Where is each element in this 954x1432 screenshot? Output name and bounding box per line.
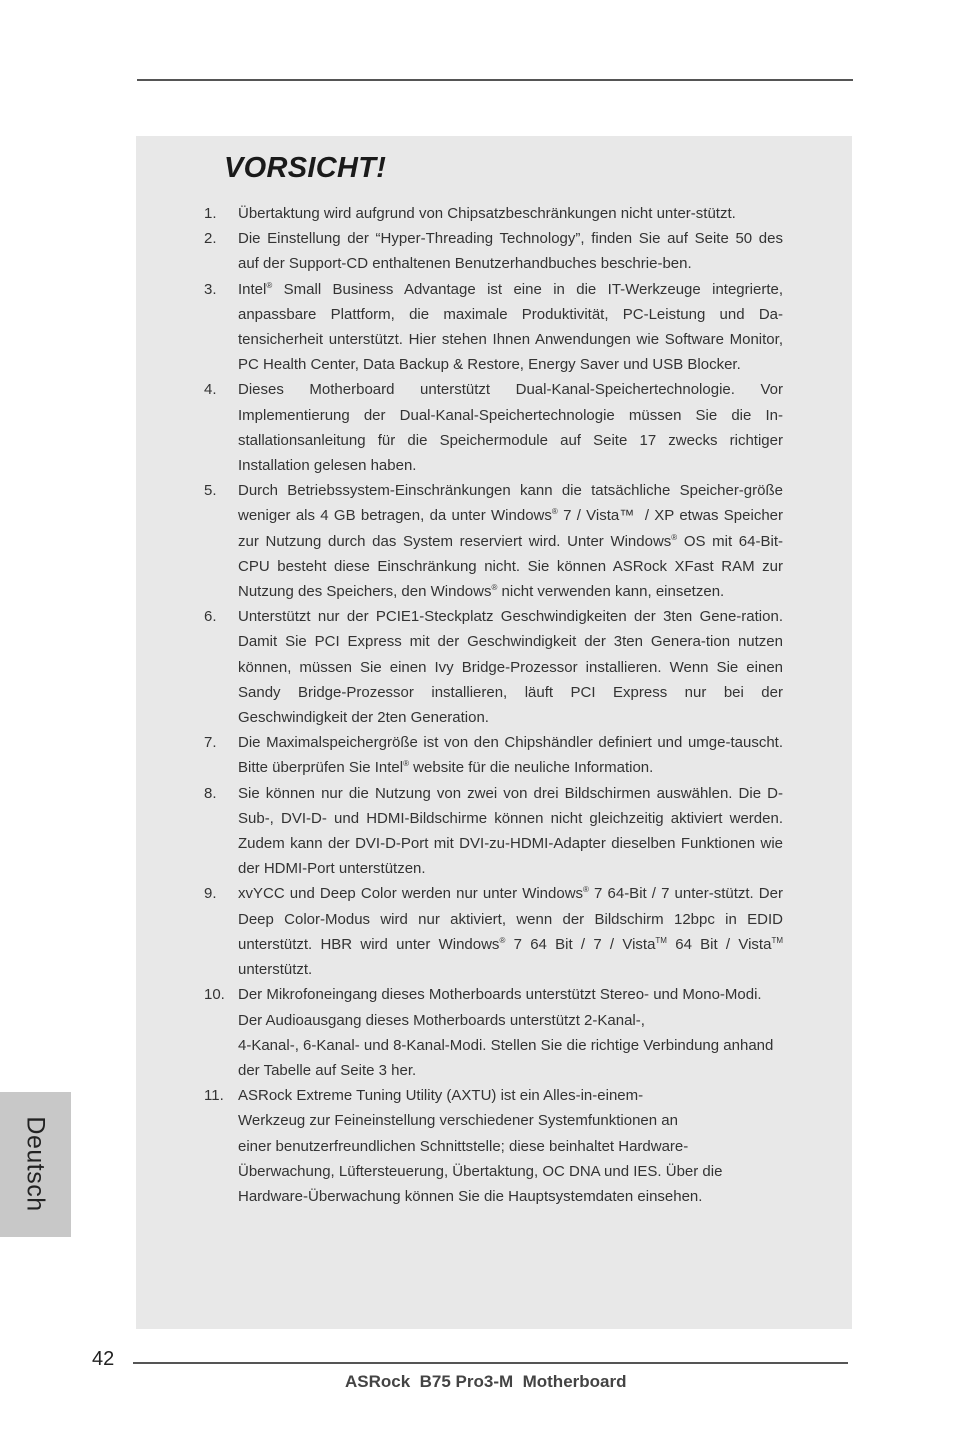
list-item-text: Durch Betriebssystem-Einschränkungen kann die tatsächliche Speicher-größe weniger als 4 GB betragen, da unter Windows® 7 / Vista™ / XP etwas Speicher zur Nutzung durch das System reserviert wird. Unter Windows® OS mit 64-Bit-CPU besteht diese Einschränkung nicht. Sie können ASRock XFast RAM zur Nutzung des Speichers, den Windows® nicht verwenden kann, einsetzen. — [238, 482, 783, 601]
top-rule — [137, 79, 853, 81]
list-item-text: Sie können nur die Nutzung von zwei von drei Bildschirmen auswählen. Die D-Sub-, DVI-D- und HDMI-Bildschirme können nicht gleichzeitig aktiviert werden. Zudem kann der DVI-D-Port mit DVI-zu-HDMI-Adapter dieselben Funktionen wie der HDMI-Port unterstützen. — [238, 784, 783, 878]
list-item-text: xvYCC und Deep Color werden nur unter Windows® 7 64-Bit / 7 unter-stützt. Der Deep Color-Modus wird nur aktiviert, wenn der Bildschirm 12bpc in EDID unterstützt. HBR wird unter Windows® 7 64 Bit / 7 / Vista™ 64 Bit / Vista™ unterstützt. — [238, 885, 783, 979]
list-item-number: 2. — [204, 230, 217, 248]
language-tab-label: Deutsch — [21, 1116, 50, 1212]
list-item-number: 3. — [204, 280, 217, 298]
list-item-number: 4. — [204, 381, 217, 399]
list-item-number: 5. — [204, 482, 217, 500]
list-item — [136, 226, 783, 276]
list-item-text: Der Mikrofoneingang dieses Motherboards unterstützt Stereo- und Mono-Modi. Der Audioausgang dieses Motherboards unterstützt 2-Kanal-, 4-Kanal-, 6-Kanal- und 8-Kanal-Modi. Stellen Sie die richtige Verbindung anhand der Tabelle auf Seite 3 her. — [238, 986, 774, 1079]
bottom-rule — [133, 1362, 848, 1364]
list-item-text: Unterstützt nur der PCIE1-Steckplatz Geschwindigkeiten der 3ten Gene-ration. Damit Sie PCI Express mit der Geschwindigkeit der 3ten Genera-tion nutzen können, müssen Sie einen Ivy Bridge-Prozessor installieren. Wenn Sie einen Sandy Bridge-Prozessor installieren, läuft PCI Express nur bei der Geschwindigkeit der 2ten Generation. — [238, 608, 783, 727]
caution-title: VORSICHT! — [224, 152, 387, 184]
list-item-text: Übertaktung wird aufgrund von Chipsatzbeschränkungen nicht unter-stützt. — [238, 205, 736, 222]
list-item-number: 6. — [204, 608, 217, 626]
list-item-text: ASRock Extreme Tuning Utility (AXTU) ist ein Alles-in-einem- Werkzeug zur Feineinstellung verschiedener Systemfunktionen an einer benutzerfreundlichen Schnittstelle; diese beinhaltet Hardware- Überwachung, Lüftersteuerung, Übertaktung, OC DNA und IES. Über die Hardware-Überwachung können Sie die Hauptsystemdaten einsehen. — [238, 1087, 723, 1205]
list-item — [136, 201, 783, 226]
list-item — [136, 604, 783, 730]
list-item-number: 11. — [204, 1087, 224, 1105]
language-tab — [0, 1092, 71, 1237]
list-item — [136, 982, 783, 1083]
list-item-text: Die Einstellung der “Hyper-Threading Technology”, finden Sie auf Seite 50 des auf der Support-CD enthaltenen Benutzerhandbuches beschrie-ben. — [238, 230, 783, 273]
list-item — [136, 277, 783, 378]
footer-title: ASRock B75 Pro3-M Motherboard — [345, 1372, 627, 1391]
list-item — [136, 1083, 783, 1209]
list-item-text: Intel® Small Business Advantage ist eine in die IT-Werkzeuge integrierte, anpassbare Plattform, die maximale Produktivität, PC-Leistung und Da-tensicherheit unterstützt. Hier stehen Ihnen Anwendungen wie Software Monitor, PC Health Center, Data Backup & Restore, Energy Saver und USB Blocker. — [238, 280, 783, 374]
list-item-number: 8. — [204, 784, 217, 802]
list-item-number: 10. — [204, 986, 225, 1004]
list-item — [136, 781, 783, 882]
caution-box — [136, 136, 852, 1329]
list-item-text: Dieses Motherboard unterstützt Dual-Kanal-Speichertechnologie. Vor Implementierung der Dual-Kanal-Speichertechnologie müssen Sie die In-stallationsanleitung für die Speichermodule auf Seite 17 zwecks richtiger Installation gelesen haben. — [238, 381, 783, 475]
list-item-number: 7. — [204, 734, 217, 752]
list-item-text: Die Maximalspeichergröße ist von den Chipshändler definiert und umge-tauscht. Bitte überprüfen Sie Intel® website für die neuliche Information. — [238, 734, 783, 777]
list-item-number: 1. — [204, 205, 217, 222]
list-item — [136, 881, 783, 982]
list-item — [136, 377, 783, 478]
list-item — [136, 730, 783, 780]
caution-list — [136, 201, 852, 1209]
list-item-number: 9. — [204, 885, 217, 903]
page-number: 42 — [92, 1348, 115, 1370]
list-item — [136, 478, 783, 604]
